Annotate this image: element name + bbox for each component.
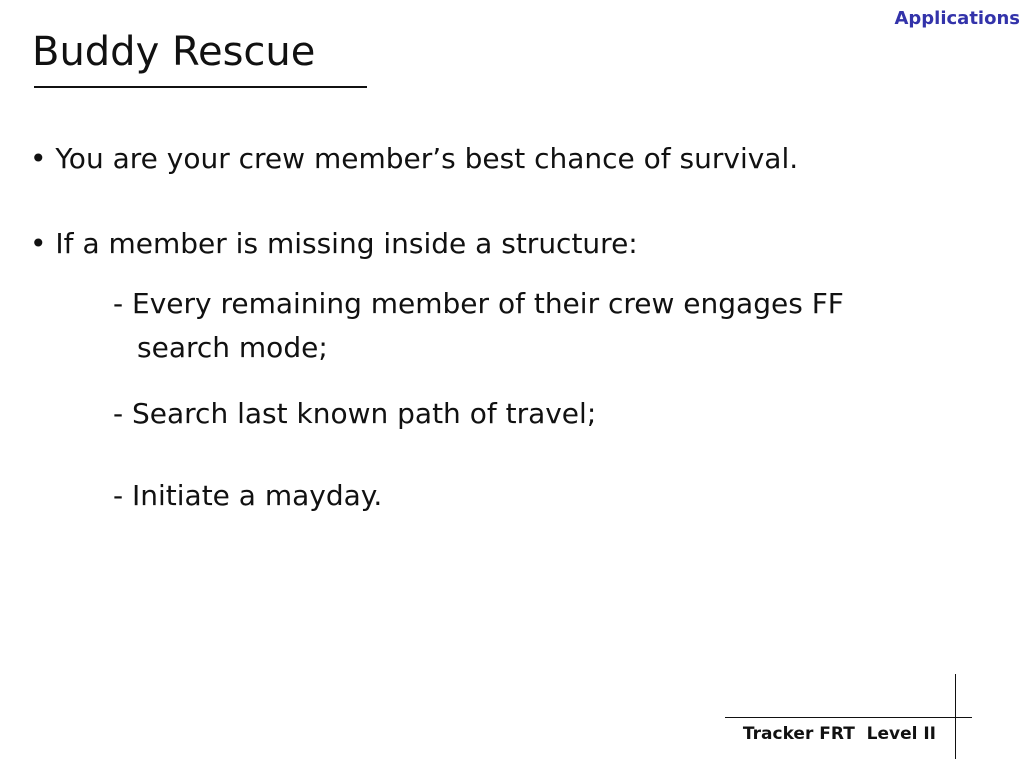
slide-title: Buddy Rescue	[32, 29, 316, 75]
bullet-glyph: •	[30, 142, 47, 175]
bullet-item-survival	[30, 137, 798, 181]
footer-horizontal-rule	[725, 717, 972, 718]
bullet-text: You are your crew member’s best chance of survival.	[55, 142, 799, 175]
bullet-item-missing-member	[30, 222, 638, 266]
title-underline	[34, 86, 367, 88]
sub-item-search-mode	[113, 282, 844, 370]
footer-vertical-rule	[955, 674, 956, 759]
sub-item-line-2: search mode;	[137, 331, 328, 364]
sub-item-line-1: - Search last known path of travel;	[113, 397, 597, 430]
sub-item-line-1: - Initiate a mayday.	[113, 479, 383, 512]
bullet-text: If a member is missing inside a structure:	[55, 227, 638, 260]
sub-item-line-1: - Every remaining member of their crew engages FF	[113, 287, 844, 320]
bullet-glyph: •	[30, 227, 47, 260]
footer-label: Tracker FRT Level II	[742, 724, 936, 744]
sub-item-mayday	[113, 474, 382, 518]
sub-item-search-path	[113, 392, 596, 436]
section-tag: Applications	[894, 8, 1020, 29]
